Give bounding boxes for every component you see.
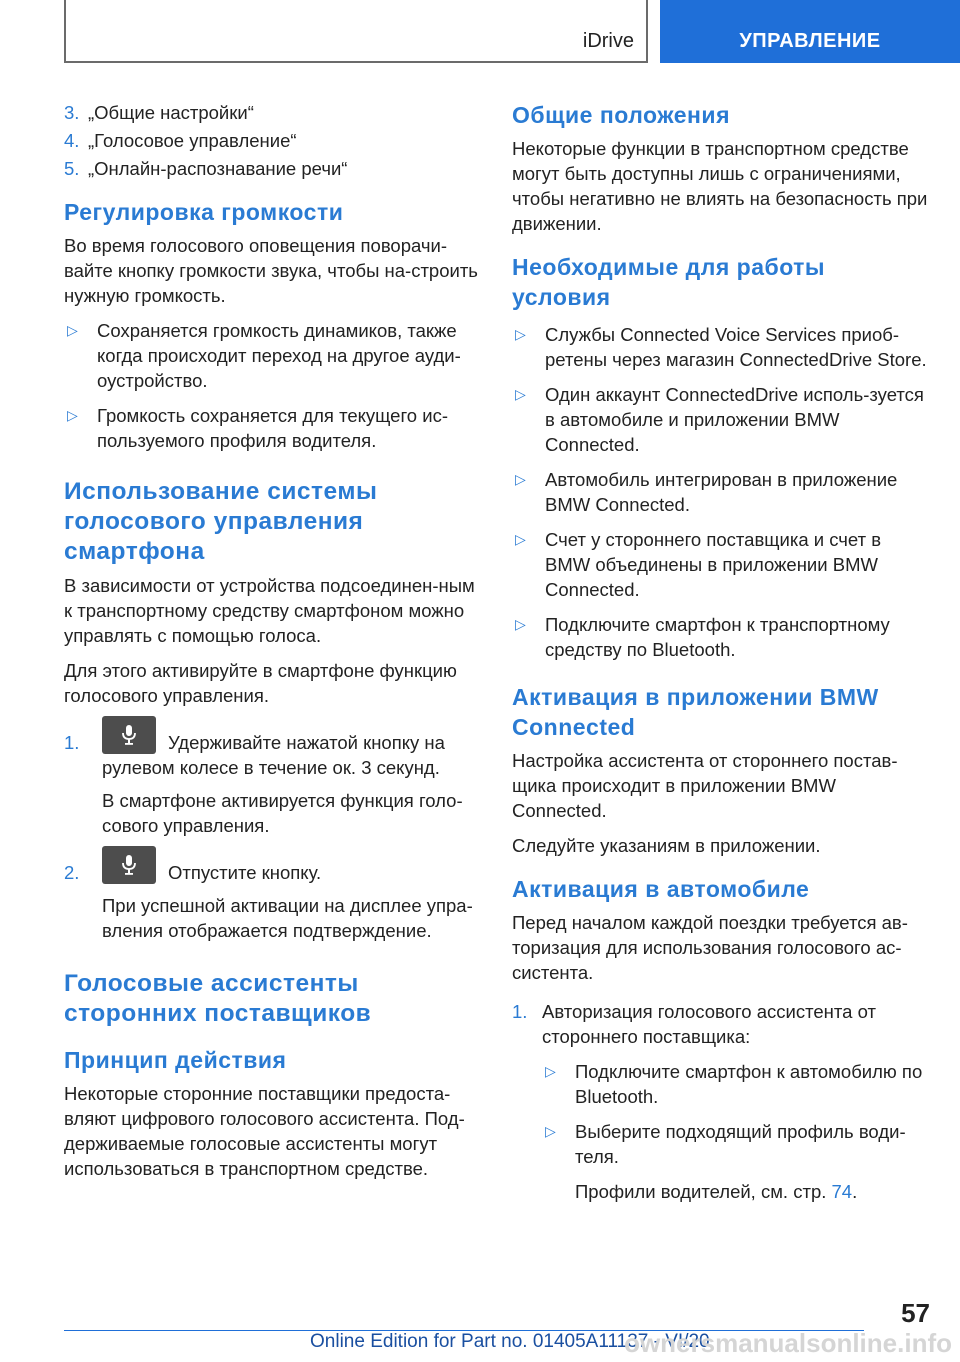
bullet-text: Подключите смартфон к автомобилю по Bluetooth. [575,1061,923,1107]
assistants-heading: Голосовые ассистенты сторонних поставщиков [64,970,372,1027]
app-activation-heading: Активация в приложении BMW Connected [512,684,879,740]
bullet-item [64,318,484,393]
list-item [64,100,484,125]
bullet-triangle-icon: ▷ [545,1123,556,1139]
car-activation-heading: Активация в автомобиле [512,876,810,902]
general-paragraph: Некоторые функции в транспортном средстве могут быть доступны лишь с ограничениями, чтобы негативно не влиять на безопасность при движении. [512,138,928,234]
principle-paragraph: Некоторые сторонние поставщики предоста-вляют цифрового голосового ассистента. Под-держиваемые голосовые ассистенты могут использоваться в транспортном средстве. [64,1083,465,1179]
header-chapter-label: УПРАВЛЕНИЕ [739,30,881,52]
microphone-button-icon [102,846,156,884]
bullet-item [542,1059,930,1109]
step-text: Авторизация голосового ассистента от стороннего поставщика: [542,1001,876,1047]
list-number: 3. [64,102,80,123]
app-activation-paragraph-2: Следуйте указаниям в приложении. [512,835,821,856]
app-activation-paragraph: Настройка ассистента от стороннего постав-щика происходит в приложении BMW Connected. [512,750,898,821]
smartphone-paragraph: В зависимости от устройства подсоединен-ным к транспортному средству смартфоном можно управлять с помощью голоса. [64,575,475,646]
bullet-item [512,612,930,662]
bullet-text: Автомобиль интегрирован в приложение BMW Connected. [545,469,898,515]
bullet-item [512,467,930,517]
step-item [64,860,484,943]
list-text: „Онлайн-распознавание речи“ [88,158,348,179]
bullet-triangle-icon: ▷ [67,407,78,423]
list-text: „Голосовое управление“ [88,130,297,151]
bullet-item [512,322,930,372]
step-note: При успешной активации на дисплее упра-вления отображается подтверждение. [102,895,473,941]
bullet-triangle-icon: ▷ [515,531,526,547]
smartphone-paragraph-2: Для этого активируйте в смартфоне функцию голосового управления. [64,660,457,706]
bullet-triangle-icon: ▷ [515,471,526,487]
bullet-item [512,382,930,457]
bullet-triangle-icon: ▷ [515,386,526,402]
bullet-triangle-icon: ▷ [545,1063,556,1079]
conditions-heading: Необходимые для работы условия [512,254,826,310]
list-number: 5. [64,158,80,179]
list-number: 4. [64,130,80,151]
step-text: Отпустите кнопку. [168,862,322,883]
bullet-item [542,1119,930,1204]
bullet-triangle-icon: ▷ [515,616,526,632]
bullet-text: Подключите смартфон к транспортному средству по Bluetooth. [545,614,890,660]
list-item [64,156,484,181]
principle-heading: Принцип действия [64,1047,287,1073]
profile-reference [575,1179,930,1204]
footer-edition: Online Edition for Part no. 01405A11137 - VI/20 [310,1331,710,1352]
bullet-text: Один аккаунт ConnectedDrive исполь-зуется в автомобиле и приложении BMW Connected. [545,384,924,455]
step-number: 2. [64,862,80,883]
left-column [64,100,484,1191]
list-item [64,128,484,153]
bullet-text: Счет у стороннего поставщика и счет в BMW объединены в приложении BMW Connected. [545,529,882,600]
step-item [64,730,484,838]
step-text: Удерживайте нажатой кнопку на рулевом колесе в течение ок. 3 секунд. [102,732,445,778]
page-link[interactable]: 74 [831,1181,853,1202]
smartphone-heading: Использование системы голосового управления смартфона [64,478,378,565]
page-number: 57 [901,1298,930,1328]
step-number: 1. [64,732,80,753]
step-number: 1. [512,1001,528,1022]
list-text: „Общие настройки“ [88,102,254,123]
volume-heading: Регулировка громкости [64,199,344,225]
step-note: В смартфоне активируется функция голо-сового управления. [102,790,463,836]
bullet-triangle-icon: ▷ [67,322,78,338]
bullet-item [512,527,930,602]
step-item [512,999,930,1214]
header-chapter-tab [660,0,960,63]
car-activation-paragraph: Перед началом каждой поездки требуется ав-торизация для использования голосового ас-систента. [512,912,908,983]
header-section-label: iDrive [582,30,634,52]
profile-reference-text: Профили водителей, см. стр. [575,1181,832,1202]
bullet-text: Громкость сохраняется для текущего ис-пользуемого профиля водителя. [97,405,448,451]
bullet-triangle-icon: ▷ [515,326,526,342]
right-column [512,100,930,1222]
volume-paragraph: Во время голосового оповещения поворачи-вайте кнопку громкости звука, чтобы на-строить нужную громкость. [64,235,478,306]
microphone-button-icon [102,716,156,754]
steps-list [64,730,484,943]
general-heading: Общие положения [512,102,730,128]
header-section-box [64,0,648,63]
watermark: ownersmanualsonline.info [624,1328,952,1358]
bullet-text: Сохраняется громкость динамиков, также когда происходит переход на другое ауди-оустройство. [97,320,461,391]
bullet-item [64,403,484,453]
profile-reference-end: . [852,1181,858,1202]
bullet-text: Службы Connected Voice Services приоб-ретены через магазин ConnectedDrive Store. [545,324,927,370]
bullet-text: Выберите подходящий профиль води-теля. [575,1121,906,1167]
